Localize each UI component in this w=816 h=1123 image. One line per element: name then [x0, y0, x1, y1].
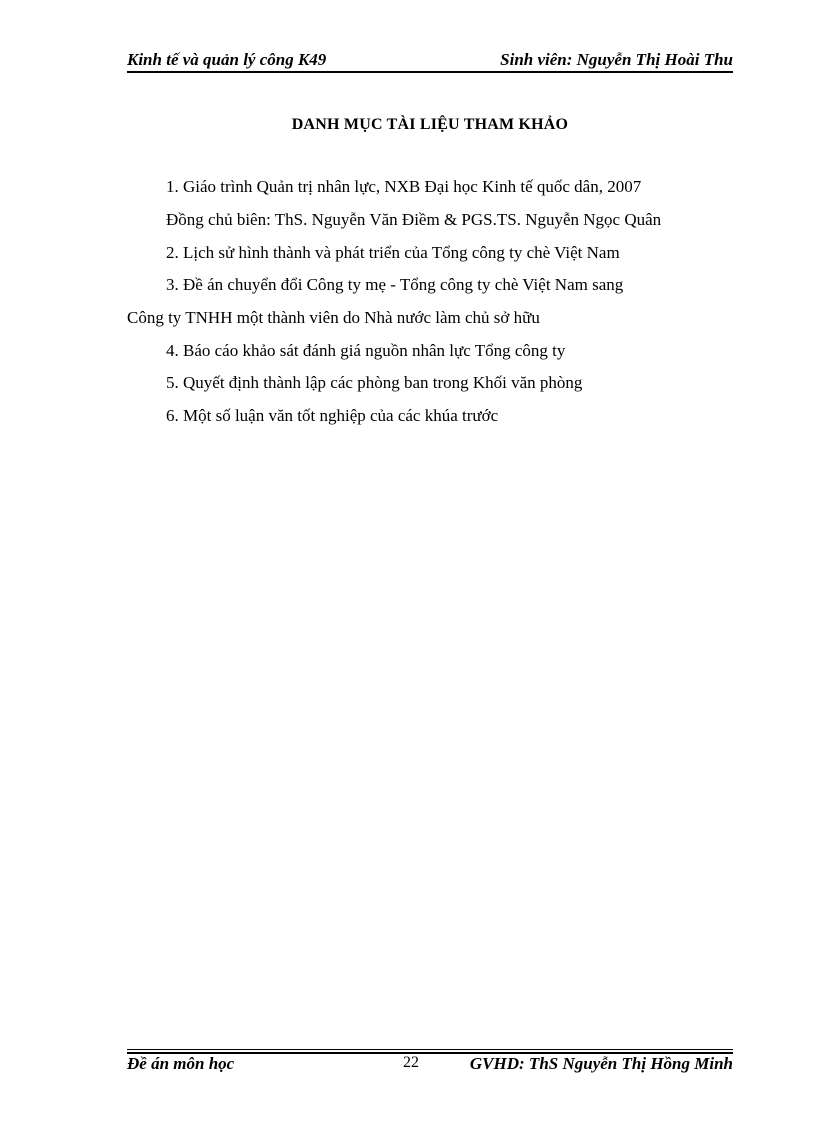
header-course: Kinh tế và quản lý công K49 — [127, 50, 327, 69]
page-title: DANH MỤC TÀI LIỆU THAM KHẢO — [291, 116, 569, 133]
reference-item-3-line-2: Công ty TNHH một thành viên do Nhà nước làm chủ sở hữu — [127, 308, 540, 327]
footer-divider-thin — [127, 1049, 733, 1050]
header-student: Sinh viên: Nguyễn Thị Hoài Thu — [500, 50, 733, 69]
page-number: 22 — [403, 1054, 419, 1071]
reference-item-1-line-2: Đồng chủ biên: ThS. Nguyễn Văn Điềm & PGS.TS. Nguyễn Ngọc Quân — [166, 210, 662, 229]
footer-subject: Đề án môn học — [127, 1054, 235, 1073]
reference-item-2: 2. Lịch sử hình thành và phát triển của Tổng công ty chè Việt Nam — [166, 243, 620, 262]
header-divider — [127, 71, 733, 73]
reference-item-6: 6. Một số luận văn tốt nghiệp của các khúa trước — [166, 406, 499, 425]
reference-item-3-line-1: 3. Đề án chuyển đổi Công ty mẹ - Tổng công ty chè Việt Nam sang — [166, 275, 624, 294]
footer-supervisor: GVHD: ThS Nguyễn Thị Hồng Minh — [469, 1054, 733, 1073]
reference-item-1-line-1: 1. Giáo trình Quản trị nhân lực, NXB Đại học Kinh tế quốc dân, 2007 — [166, 177, 642, 196]
reference-item-4: 4. Báo cáo khảo sát đánh giá nguồn nhân lực Tổng công ty — [166, 341, 566, 360]
page-footer — [127, 1054, 733, 1080]
reference-item-5: 5. Quyết định thành lập các phòng ban trong Khối văn phòng — [166, 373, 583, 392]
